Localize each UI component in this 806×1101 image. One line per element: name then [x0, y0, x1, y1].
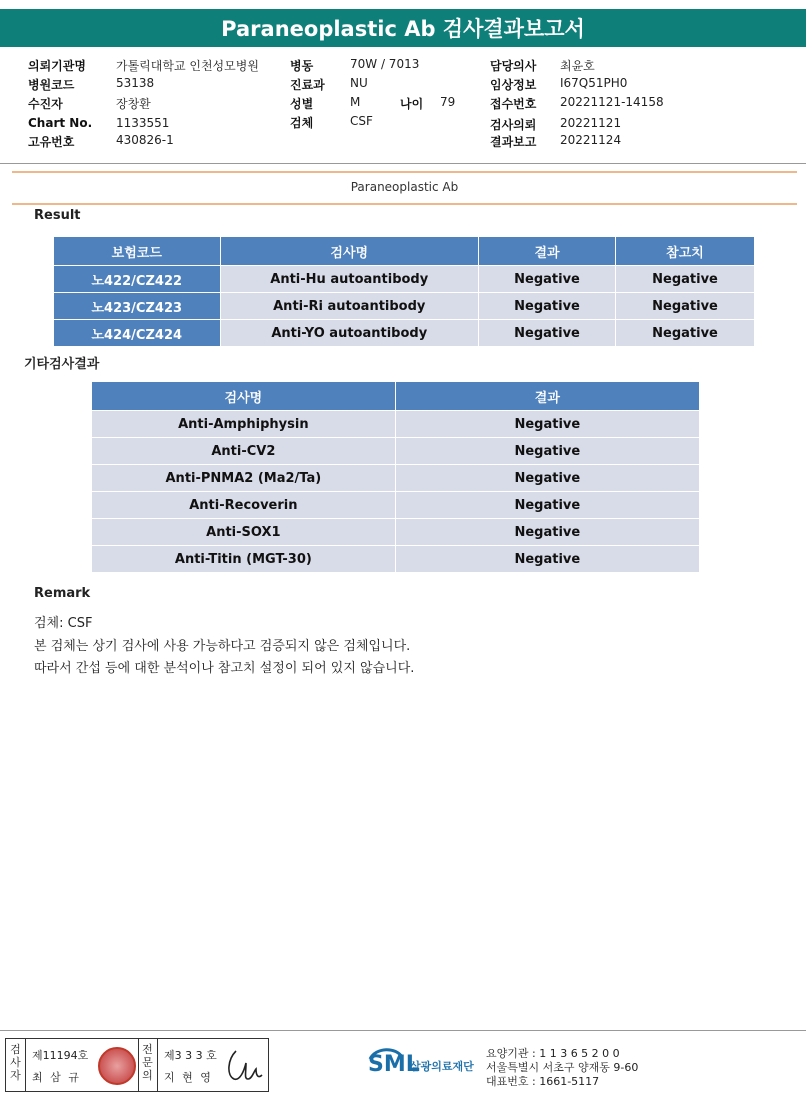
table-header-row	[92, 382, 700, 411]
age-value: 79	[440, 95, 456, 109]
result-label: Result	[34, 208, 81, 223]
tester-license-no: 제11194호	[32, 1049, 89, 1062]
table-row	[54, 320, 755, 347]
test-result: Negative	[395, 546, 699, 573]
result-table	[53, 236, 755, 347]
hospital-code-label: 병원코드	[28, 78, 75, 92]
specialist-license-no: 제3 3 3 호	[164, 1049, 217, 1062]
test-result: Negative	[478, 266, 615, 293]
test-name: Anti-Amphiphysin	[92, 411, 396, 438]
col-header: 검사명	[220, 237, 478, 266]
test-name: Anti-Ri autoantibody	[220, 293, 478, 320]
table-row	[92, 519, 700, 546]
signature-icon	[224, 1045, 266, 1085]
test-name: Anti-Recoverin	[92, 492, 396, 519]
reference-value: Negative	[616, 266, 755, 293]
report-date-value: 20221124	[560, 133, 622, 147]
doctor-label: 담당의사	[490, 59, 537, 73]
tester-name: 최 삼 규	[32, 1071, 81, 1084]
hospital-code-value: 53138	[116, 76, 155, 90]
test-result: Negative	[395, 465, 699, 492]
clinical-value: I67Q51PH0	[560, 76, 628, 90]
header-divider	[0, 163, 806, 164]
sex-label: 성별	[290, 97, 314, 111]
other-results-label: 기타검사결과	[24, 357, 100, 372]
table-row	[54, 266, 755, 293]
test-result: Negative	[478, 320, 615, 347]
age-label: 나이	[400, 97, 424, 111]
test-name: Anti-CV2	[92, 438, 396, 465]
chart-value: 1133551	[116, 116, 170, 130]
test-result: Negative	[395, 519, 699, 546]
col-header: 결과	[478, 237, 615, 266]
reference-value: Negative	[616, 293, 755, 320]
tester-cell	[26, 1039, 139, 1091]
patient-value: 장창환	[116, 97, 151, 111]
institution-value: 가톨릭대학교 인천성모병원	[116, 59, 259, 73]
section-bar	[12, 171, 797, 205]
reference-value: Negative	[616, 320, 755, 347]
chart-label: Chart No.	[28, 116, 93, 130]
unique-label: 고유번호	[28, 135, 75, 149]
specimen-value: CSF	[350, 114, 373, 128]
institution-label: 의뢰기관명	[28, 59, 86, 73]
test-result: Negative	[395, 411, 699, 438]
org-code: 요양기관 : 1 1 3 6 5 2 0 0	[486, 1047, 620, 1060]
test-name: Anti-Titin (MGT-30)	[92, 546, 396, 573]
col-header: 참고치	[616, 237, 755, 266]
remark-line: 본 검체는 상기 검사에 사용 가능하다고 검증되지 않은 검체입니다.	[34, 639, 411, 654]
insurance-code: 노422/CZ422	[54, 266, 221, 293]
remark-line: 검체: CSF	[34, 616, 93, 631]
receipt-label: 접수번호	[490, 97, 537, 111]
ward-label: 병동	[290, 59, 314, 73]
specialist-label: 전문의	[138, 1039, 158, 1091]
table-row	[92, 465, 700, 492]
table-row	[92, 492, 700, 519]
receipt-value: 20221121-14158	[560, 95, 664, 109]
col-header: 검사명	[92, 382, 396, 411]
report-date-label: 결과보고	[490, 135, 537, 149]
footer-divider	[0, 1030, 806, 1031]
org-address: 서울특별시 서초구 양재동 9-60	[486, 1061, 639, 1074]
test-name: Anti-YO autoantibody	[220, 320, 478, 347]
sml-logo: SML	[368, 1052, 420, 1077]
remark-line: 따라서 간섭 등에 대한 분석이나 참고치 설정이 되어 있지 않습니다.	[34, 661, 415, 676]
report-title: Paraneoplastic Ab 검사결과보고서	[0, 9, 806, 47]
request-label: 검사의뢰	[490, 118, 537, 132]
tester-label: 검사자	[6, 1039, 26, 1091]
remark-label: Remark	[34, 586, 91, 601]
org-name: 삼광의료재단	[410, 1060, 474, 1073]
test-name: Anti-Hu autoantibody	[220, 266, 478, 293]
seal-stamp-icon	[98, 1047, 136, 1085]
insurance-code: 노423/CZ423	[54, 293, 221, 320]
col-header: 결과	[395, 382, 699, 411]
doctor-value: 최윤호	[560, 59, 595, 73]
test-result: Negative	[395, 492, 699, 519]
clinical-label: 임상정보	[490, 78, 537, 92]
section-title: Paraneoplastic Ab	[350, 180, 459, 194]
test-name: Anti-PNMA2 (Ma2/Ta)	[92, 465, 396, 492]
dept-value: NU	[350, 76, 368, 90]
table-header-row	[54, 237, 755, 266]
test-name: Anti-SOX1	[92, 519, 396, 546]
org-phone: 대표번호 : 1661-5117	[486, 1075, 600, 1088]
unique-value: 430826-1	[116, 133, 174, 147]
test-result: Negative	[478, 293, 615, 320]
col-header: 보험코드	[54, 237, 221, 266]
table-row	[54, 293, 755, 320]
table-row	[92, 411, 700, 438]
insurance-code: 노424/CZ424	[54, 320, 221, 347]
test-result: Negative	[395, 438, 699, 465]
patient-label: 수진자	[28, 97, 63, 111]
table-row	[92, 546, 700, 573]
specialist-cell	[158, 1039, 268, 1091]
request-value: 20221121	[560, 116, 622, 130]
ward-value: 70W / 7013	[350, 57, 420, 71]
specialist-name: 지 현 영	[164, 1071, 213, 1084]
sex-value: M	[350, 95, 361, 109]
signature-box	[5, 1038, 269, 1092]
dept-label: 진료과	[290, 78, 325, 92]
table-row	[92, 438, 700, 465]
specimen-label: 검체	[290, 116, 314, 130]
other-results-table	[91, 381, 700, 573]
